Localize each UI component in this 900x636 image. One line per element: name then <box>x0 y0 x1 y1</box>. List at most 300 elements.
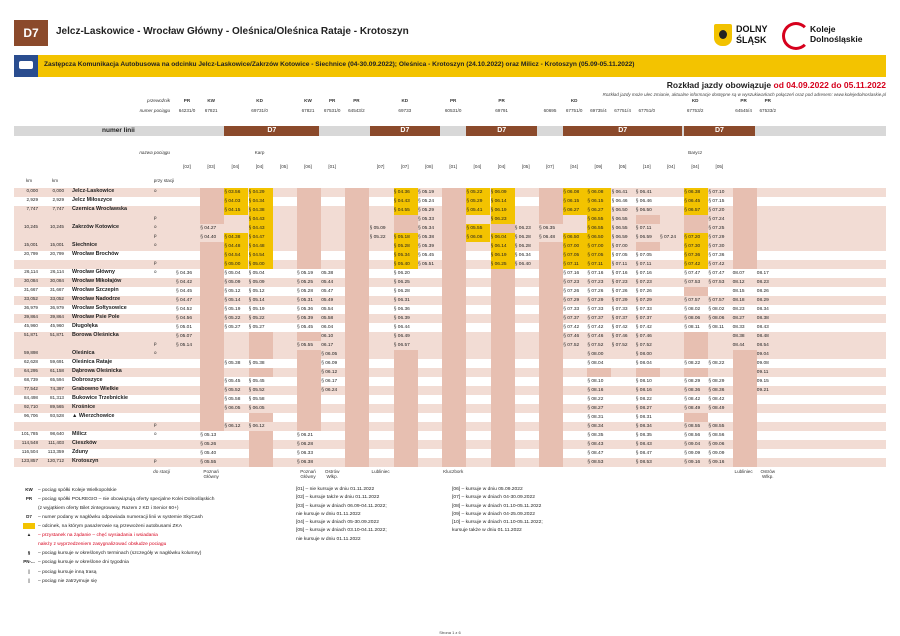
time-cell: § 07.30 <box>684 242 708 251</box>
time-cell <box>224 368 248 377</box>
station-name: Zakrzów Kotowice <box>72 224 120 230</box>
arr-dep-flag: o <box>154 269 157 274</box>
time-cell <box>345 251 369 260</box>
logo-ds-line2: ŚLĄSK <box>736 35 767 45</box>
time-cell <box>660 215 684 224</box>
arr-dep-flag: p <box>154 215 157 220</box>
station-row <box>14 287 886 296</box>
time-cell: § 05.55 <box>297 343 314 348</box>
line-badge-cell: D7 <box>466 126 537 136</box>
time-cell: § 07.33 <box>587 307 604 312</box>
time-cell: 05.38 <box>321 271 334 276</box>
time-cell <box>660 323 684 332</box>
remarks-row-cell: [09] <box>594 164 603 169</box>
time-cell <box>539 197 563 206</box>
time-cell <box>733 386 757 395</box>
legend-key <box>20 522 38 530</box>
time-cell <box>515 323 539 332</box>
time-cell: § 07.11 <box>587 260 611 269</box>
arr-dep-flag: o <box>154 188 157 193</box>
destination-cell: Ostrów Wlkp. <box>324 469 340 479</box>
time-cell <box>757 422 781 431</box>
time-cell: § 06.24 <box>321 388 338 393</box>
time-cell <box>224 413 248 422</box>
time-cell <box>370 368 394 377</box>
time-cell <box>660 395 684 404</box>
time-cell <box>176 404 200 413</box>
time-cell: § 06.17 <box>321 379 338 384</box>
station-name: Wrocław Główny <box>72 269 116 275</box>
time-cell <box>491 287 515 296</box>
station-row <box>14 305 886 314</box>
time-cell: § 09.09 <box>684 451 701 456</box>
remarks-row-cell: [04] <box>255 164 264 169</box>
time-cell <box>394 431 418 440</box>
time-cell <box>563 215 587 224</box>
time-cell <box>515 458 539 467</box>
station-row <box>14 260 886 269</box>
time-cell <box>370 413 394 422</box>
time-cell <box>345 440 369 449</box>
time-cell: § 05.12 <box>248 289 265 294</box>
line-number-row <box>14 126 886 136</box>
time-cell: § 07.33 <box>563 307 580 312</box>
time-cell <box>345 323 369 332</box>
time-cell <box>273 422 297 431</box>
km-value-2: 65,594 <box>49 377 64 382</box>
time-cell <box>563 449 587 458</box>
time-cell <box>660 341 684 350</box>
time-cell <box>733 197 757 206</box>
time-cell: 05.47 <box>321 289 334 294</box>
time-cell <box>515 440 539 449</box>
time-cell <box>394 215 418 224</box>
time-cell: § 05.45 <box>297 325 314 330</box>
legend-text: – pociąg spółki POLREGIO – nie obowiązują oferty specjalne Kolei Dolnośląskich <box>38 497 215 503</box>
time-cell: § 04.48 <box>249 242 273 251</box>
time-cell <box>539 260 563 269</box>
time-cell: § 08.29 <box>708 379 725 384</box>
time-cell: § 08.49 <box>708 406 725 411</box>
time-cell <box>757 233 781 242</box>
remarks-row <box>14 164 886 173</box>
time-cell: § 05.24 <box>418 199 435 204</box>
km-value-2: 15,001 <box>49 242 64 247</box>
time-cell <box>466 287 490 296</box>
time-cell <box>418 413 442 422</box>
time-cell: § 08.49 <box>684 406 701 411</box>
time-cell <box>249 332 273 341</box>
time-cell <box>708 413 732 422</box>
time-cell <box>539 296 563 305</box>
station-row <box>14 188 886 197</box>
time-cell <box>394 395 418 404</box>
time-cell: § 07.05 <box>635 253 652 258</box>
time-cell: § 06.09 <box>321 361 338 366</box>
km-value-2: 10,245 <box>49 224 64 229</box>
time-cell: § 05.58 <box>248 397 265 402</box>
time-cell: § 04.15 <box>224 206 248 215</box>
time-cell <box>539 251 563 260</box>
time-cell <box>321 404 345 413</box>
time-cell: § 07.24 <box>660 235 677 240</box>
time-cell <box>684 224 708 233</box>
time-cell <box>200 341 224 350</box>
time-cell: § 03.56 <box>224 188 248 197</box>
time-cell <box>515 431 539 440</box>
train-number-row-cell: 67751/0 <box>638 108 656 113</box>
time-cell <box>321 188 345 197</box>
disclaimer: Rozkład jazdy może ulec zmianie, aktualne informacje dostępne są w wyszukiwarkach połączeń oraz pod adresem: www.kolejedolnoslaskie.pl <box>602 92 886 97</box>
legend-text: – odcinek, na którym pasażerowie są przewożeni autobusami ZKA <box>38 524 183 530</box>
remarks-row-cell: [01] <box>328 164 337 169</box>
time-cell: § 04.34 <box>249 197 273 206</box>
time-cell <box>563 404 587 413</box>
time-cell: § 05.36 <box>297 307 314 312</box>
station-row <box>14 341 886 350</box>
legend-key: | <box>28 568 30 574</box>
time-cell <box>176 224 200 233</box>
legend-text: – przystanek na żądanie – chęć wysiadania i wsiadania <box>38 533 158 539</box>
time-cell: § 05.19 <box>248 307 265 312</box>
time-cell: § 07.46 <box>635 334 652 339</box>
remarks-row-cell: [04] <box>497 164 506 169</box>
train-number-row-cell: 69733 <box>398 108 412 113</box>
time-cell: § 08.36 <box>684 388 701 393</box>
time-cell: § 06.36 <box>393 307 410 312</box>
time-cell <box>273 359 297 368</box>
route-title: Jelcz-Laskowice - Wrocław Główny - Oleśnica/Oleśnica Rataje - Krotoszyn <box>56 26 409 37</box>
time-cell <box>442 260 466 269</box>
km-value: 64,295 <box>23 368 38 373</box>
train-number-row-cell: 60531/0 <box>444 108 462 113</box>
time-cell <box>345 287 369 296</box>
time-cell: § 06.38 <box>684 188 708 197</box>
time-cell <box>708 350 732 359</box>
legend-item <box>20 568 214 577</box>
train-number-row-cell: 64545/4 <box>735 108 752 113</box>
time-cell: § 05.45 <box>224 379 241 384</box>
time-cell <box>563 350 587 359</box>
time-cell: § 06.05 <box>224 406 241 411</box>
time-cell: § 07.42 <box>635 325 652 330</box>
time-cell: § 07.37 <box>587 316 604 321</box>
time-cell <box>345 296 369 305</box>
time-cell <box>200 413 224 422</box>
time-cell <box>200 368 224 377</box>
time-cell: § 05.28 <box>394 242 418 251</box>
time-cell <box>345 404 369 413</box>
legend-key: | <box>28 577 30 583</box>
time-cell: § 05.39 <box>297 316 314 321</box>
time-cell <box>442 368 466 377</box>
legend-item <box>20 531 214 540</box>
time-cell <box>660 278 684 287</box>
time-cell <box>708 341 732 350</box>
time-cell: § 05.58 <box>224 397 241 402</box>
time-cell <box>442 422 466 431</box>
time-cell: § 05.29 <box>466 197 490 206</box>
time-cell: § 06.14 <box>491 197 515 206</box>
time-cell <box>612 350 636 359</box>
time-cell <box>200 197 224 206</box>
time-cell <box>660 332 684 341</box>
time-cell: § 04.56 <box>176 316 193 321</box>
time-cell <box>370 350 394 359</box>
legend-text: – pociąg kursuje w określonych terminach (szczegóły w nagłówku kolumny) <box>38 551 202 557</box>
time-cell: § 07.16 <box>587 271 604 276</box>
station-name: Borowa Oleśnicka <box>72 332 119 338</box>
destination-row <box>14 469 886 478</box>
time-cell <box>757 251 781 260</box>
time-cell: § 07.10 <box>708 190 725 195</box>
time-cell: § 09.04 <box>684 442 701 447</box>
note-line: [07] – kursuje w dniach 04-30.09.2022 <box>452 495 535 501</box>
time-cell: § 06.14 <box>491 242 515 251</box>
km-value: 96,706 <box>23 413 38 418</box>
time-cell <box>370 395 394 404</box>
time-cell <box>370 251 394 260</box>
time-cell <box>563 359 587 368</box>
time-cell <box>539 350 563 359</box>
time-cell <box>176 233 200 242</box>
km-value-2: 51,871 <box>49 332 64 337</box>
time-cell <box>539 359 563 368</box>
time-cell: § 06.28 <box>514 244 531 249</box>
time-cell <box>539 269 563 278</box>
time-cell <box>684 215 708 224</box>
station-name: Jelcz-Laskowice <box>72 188 115 194</box>
time-cell <box>660 287 684 296</box>
train-number-row-cell: 64231/0 <box>178 108 196 113</box>
time-cell <box>345 431 369 440</box>
time-cell <box>539 395 563 404</box>
km-value-2: 89,565 <box>49 404 64 409</box>
time-cell <box>176 368 200 377</box>
time-cell: 08.15 <box>732 289 745 294</box>
time-cell <box>176 413 200 422</box>
time-cell: § 05.25 <box>297 280 314 285</box>
time-cell <box>660 242 684 251</box>
note-line: [08] – kursuje w dniach 01.10-05.11.2022 <box>452 503 542 509</box>
station-row <box>14 368 886 377</box>
time-cell <box>273 431 297 440</box>
time-cell <box>273 233 297 242</box>
time-cell: § 08.31 <box>587 415 604 420</box>
time-cell: § 05.01 <box>176 325 193 330</box>
time-cell <box>321 395 345 404</box>
time-cell <box>176 386 200 395</box>
time-cell <box>466 422 490 431</box>
time-cell: § 05.14 <box>176 343 193 348</box>
time-cell <box>733 188 757 197</box>
station-name: Krośnice <box>72 404 96 410</box>
time-cell: § 08.16 <box>587 388 604 393</box>
time-cell: 09.21 <box>756 388 769 393</box>
time-cell <box>466 350 490 359</box>
time-cell <box>370 305 394 314</box>
station-name: Cieszków <box>72 440 97 446</box>
time-cell <box>249 413 273 422</box>
station-name: Wrocław Brochów <box>72 251 119 257</box>
time-cell <box>200 278 224 287</box>
time-cell <box>345 188 369 197</box>
time-cell <box>345 242 369 251</box>
time-cell <box>370 323 394 332</box>
time-cell <box>200 269 224 278</box>
time-cell <box>273 332 297 341</box>
legend-text: – pociąg spółki Koleje Wielkopolskie <box>38 488 117 493</box>
time-cell <box>466 215 490 224</box>
station-name: Dobroszyce <box>72 377 103 383</box>
time-cell: § 08.35 <box>587 433 604 438</box>
remarks-row-cell: [07] <box>400 164 409 169</box>
time-cell: § 07.16 <box>635 271 652 276</box>
time-cell <box>394 458 418 467</box>
notes-column-2 <box>452 486 543 536</box>
time-cell: § 07.11 <box>635 262 652 267</box>
station-name: Jelcz Miłoszyce <box>72 197 113 203</box>
time-cell: 08.54 <box>756 343 769 348</box>
time-cell: § 07.47 <box>708 271 725 276</box>
train-name-row-cell: Barycz <box>688 150 703 155</box>
time-cell: 06.17 <box>321 343 334 348</box>
time-cell: § 06.49 <box>393 334 410 339</box>
km-value: 31,667 <box>23 287 38 292</box>
time-cell: § 07.23 <box>587 280 604 285</box>
time-cell <box>612 449 636 458</box>
legend-key: PN-... <box>23 559 35 565</box>
time-cell <box>418 404 442 413</box>
km-value: 51,871 <box>23 332 38 337</box>
km-value: 26,114 <box>24 269 38 274</box>
time-cell <box>515 197 539 206</box>
km-value-2: 81,313 <box>49 395 64 400</box>
time-cell: § 06.28 <box>514 235 531 240</box>
time-cell: § 07.29 <box>563 298 580 303</box>
time-cell <box>491 431 515 440</box>
time-cell: § 04.48 <box>224 242 248 251</box>
time-cell <box>733 224 757 233</box>
km-value: 123,857 <box>21 458 38 463</box>
time-cell <box>345 206 369 215</box>
time-cell: § 07.05 <box>587 251 611 260</box>
time-cell <box>297 260 321 269</box>
time-cell: § 06.19 <box>491 206 515 215</box>
km-value: 68,739 <box>23 377 38 382</box>
time-cell: § 05.38 <box>248 361 265 366</box>
shield-icon <box>714 24 732 46</box>
time-cell <box>466 332 490 341</box>
remarks-row-cell: [04] <box>231 164 240 169</box>
time-cell <box>200 404 224 413</box>
remarks-row-cell: [07] <box>376 164 385 169</box>
time-cell <box>466 395 490 404</box>
station-row <box>14 314 886 323</box>
station-name: Grabowno Wielkie <box>72 386 119 392</box>
station-name: Długołęka <box>72 323 98 329</box>
time-cell <box>733 422 757 431</box>
time-cell: § 08.22 <box>587 397 604 402</box>
time-cell <box>539 287 563 296</box>
time-cell <box>539 206 563 215</box>
km-value: 62,628 <box>23 359 38 364</box>
km-value: 10,245 <box>23 224 38 229</box>
km-value-2: 31,667 <box>49 287 64 292</box>
time-cell <box>466 314 490 323</box>
time-cell <box>321 224 345 233</box>
validity <box>667 80 886 90</box>
time-cell: § 07.29 <box>708 235 725 240</box>
time-cell <box>442 449 466 458</box>
line-badge-cell: D7 <box>370 126 441 136</box>
legend-key: KW <box>25 487 33 492</box>
time-cell <box>345 386 369 395</box>
km-value-2: 120,712 <box>47 458 64 463</box>
time-cell <box>249 431 273 440</box>
time-cell <box>442 377 466 386</box>
km-value-2: 98,640 <box>49 431 64 436</box>
time-cell <box>491 350 515 359</box>
note-line: [06] – kursuje w dniu 05.09.2022 <box>452 487 523 492</box>
arr-dep-flag: o <box>154 350 157 355</box>
time-cell <box>708 287 732 296</box>
time-cell: § 05.00 <box>224 260 248 269</box>
time-cell <box>539 386 563 395</box>
time-cell <box>660 404 684 413</box>
station-row <box>14 449 886 458</box>
time-cell <box>466 449 490 458</box>
note-line: nie kursuje w dniu 01.11.2022 <box>296 511 361 517</box>
time-cell: § 04.43 <box>249 224 273 233</box>
time-cell: § 08.11 <box>708 325 725 330</box>
km-value-2: 20,799 <box>49 251 64 256</box>
km-value-2: 0,000 <box>52 188 64 193</box>
time-cell <box>515 296 539 305</box>
carrier-row-cell: KW <box>304 98 312 103</box>
time-cell: § 08.53 <box>635 460 652 465</box>
time-cell <box>273 278 297 287</box>
time-cell: § 08.27 <box>635 406 652 411</box>
time-cell: § 05.40 <box>394 260 418 269</box>
time-cell <box>370 431 394 440</box>
time-cell <box>612 377 636 386</box>
time-cell <box>442 269 466 278</box>
time-cell <box>442 332 466 341</box>
destination-cell: Ostrów Wlkp. <box>760 469 776 479</box>
time-cell <box>394 422 418 431</box>
time-cell <box>370 188 394 197</box>
time-cell <box>200 242 224 251</box>
time-cell <box>612 440 636 449</box>
time-cell <box>176 215 200 224</box>
time-cell: § 06.12 <box>224 424 241 429</box>
time-cell <box>636 215 660 224</box>
time-cell <box>442 386 466 395</box>
legend-item <box>20 513 214 522</box>
time-cell: § 07.05 <box>563 251 587 260</box>
time-cell <box>394 449 418 458</box>
time-cell: § 08.06 <box>708 316 725 321</box>
time-cell <box>418 296 442 305</box>
time-cell: § 07.25 <box>708 226 725 231</box>
time-cell: § 05.19 <box>224 307 241 312</box>
time-cell <box>733 251 757 260</box>
time-cell: 09.04 <box>756 352 769 357</box>
time-cell <box>176 359 200 368</box>
time-cell <box>442 305 466 314</box>
time-cell: § 07.23 <box>563 280 580 285</box>
